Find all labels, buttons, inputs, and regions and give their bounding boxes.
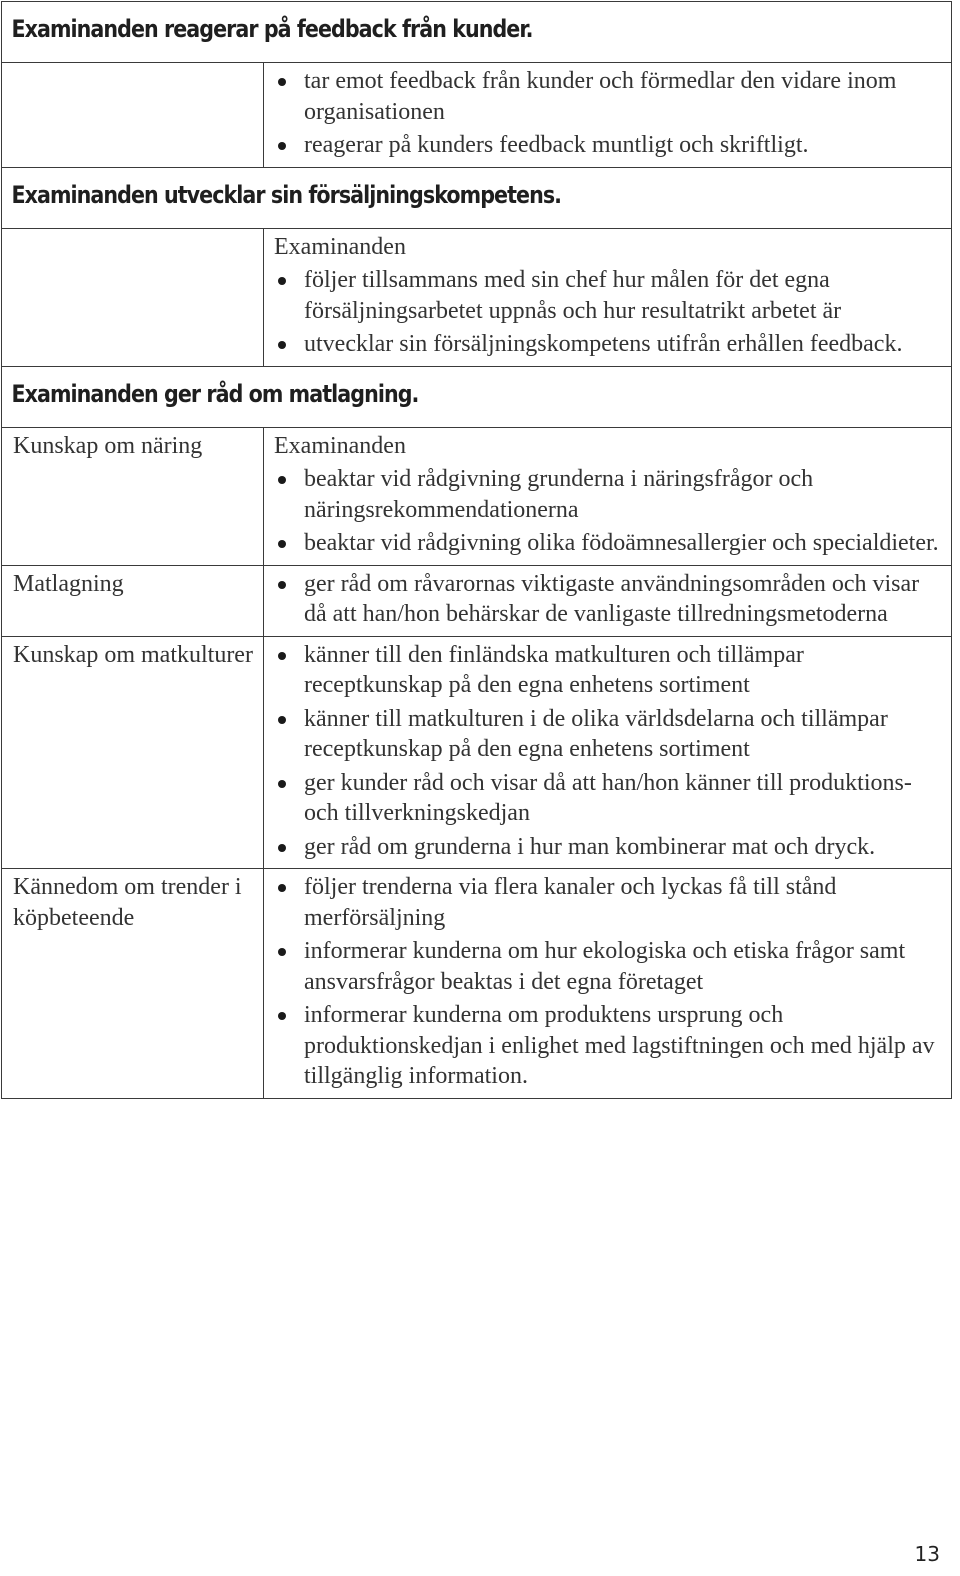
criteria-intro: Examinanden	[274, 432, 406, 459]
section-heading-row	[2, 366, 952, 427]
criteria-row	[2, 636, 952, 869]
section-heading-cell	[2, 167, 952, 228]
criteria-bullet: följer trenderna via flera kanaler och lyckas få till stånd merförsäljning	[274, 872, 947, 933]
criteria-table	[1, 1, 952, 1099]
criteria-bullet: känner till matkulturen i de olika världsdelarna och tillämpar receptkunskap på den egna enhetens sortiment	[274, 704, 947, 765]
criteria-content	[264, 228, 952, 366]
criteria-label: Kännedom om trender i köpbeteende	[2, 869, 264, 1099]
criteria-bullet-list	[274, 640, 947, 863]
criteria-label: Kunskap om matkulturer	[2, 636, 264, 869]
criteria-bullet: ger kunder råd och visar då att han/hon känner till produktions- och tillverkningskedjan	[274, 768, 947, 829]
criteria-bullet-list	[274, 66, 947, 161]
criteria-content	[264, 427, 952, 565]
criteria-label	[2, 63, 264, 168]
criteria-bullet: beaktar vid rådgivning olika födoämnesallergier och specialdieter.	[274, 528, 947, 559]
criteria-bullet-list	[274, 872, 947, 1092]
criteria-row	[2, 565, 952, 636]
section-heading-row	[2, 167, 952, 228]
criteria-row	[2, 63, 952, 168]
section-heading-cell	[2, 366, 952, 427]
criteria-bullet: ger råd om grunderna i hur man kombinerar mat och dryck.	[274, 832, 947, 863]
criteria-intro: Examinanden	[274, 233, 406, 260]
criteria-bullet-list	[274, 569, 947, 630]
criteria-row	[2, 869, 952, 1099]
criteria-label: Kunskap om näring	[2, 427, 264, 565]
criteria-bullet: utvecklar sin försäljningskompetens utifrån erhållen feedback.	[274, 329, 947, 360]
page-number: 13	[914, 1542, 940, 1566]
criteria-bullet: följer tillsammans med sin chef hur målen för det egna försäljningsarbetet uppnås och hur resultatrikt arbetet är	[274, 265, 947, 326]
criteria-label	[2, 228, 264, 366]
criteria-row	[2, 228, 952, 366]
criteria-content	[264, 63, 952, 168]
criteria-bullet: reagerar på kunders feedback muntligt och skriftligt.	[274, 130, 947, 161]
section-heading-cell	[2, 2, 952, 63]
criteria-bullet: ger råd om råvarornas viktigaste användningsområden och visar då att han/hon behärskar de vanligaste tillredningsmetoderna	[274, 569, 947, 630]
criteria-content	[264, 869, 952, 1099]
criteria-bullet-list	[274, 464, 947, 559]
criteria-row	[2, 427, 952, 565]
criteria-content	[264, 636, 952, 869]
section-heading-row	[2, 2, 952, 63]
criteria-bullet: beaktar vid rådgivning grunderna i näringsfrågor och näringsrekommendationerna	[274, 464, 947, 525]
criteria-content	[264, 565, 952, 636]
criteria-table-body	[2, 2, 952, 1099]
section-heading: Examinanden reagerar på feedback från kunder.	[11, 15, 533, 43]
criteria-bullet: känner till den finländska matkulturen och tillämpar receptkunskap på den egna enhetens sortiment	[274, 640, 947, 701]
criteria-bullet: informerar kunderna om produktens ursprung och produktionskedjan i enlighet med lagstiftningen och med hjälp av tillgänglig information.	[274, 1000, 947, 1092]
criteria-bullet: tar emot feedback från kunder och förmedlar den vidare inom organisationen	[274, 66, 947, 127]
criteria-bullet: informerar kunderna om hur ekologiska och etiska frågor samt ansvarsfrågor beaktas i det egna företaget	[274, 936, 947, 997]
section-heading: Examinanden ger råd om matlagning.	[11, 379, 419, 408]
criteria-label: Matlagning	[2, 565, 264, 636]
section-heading: Examinanden utvecklar sin försäljningskompetens.	[11, 180, 562, 209]
criteria-bullet-list	[274, 265, 947, 360]
